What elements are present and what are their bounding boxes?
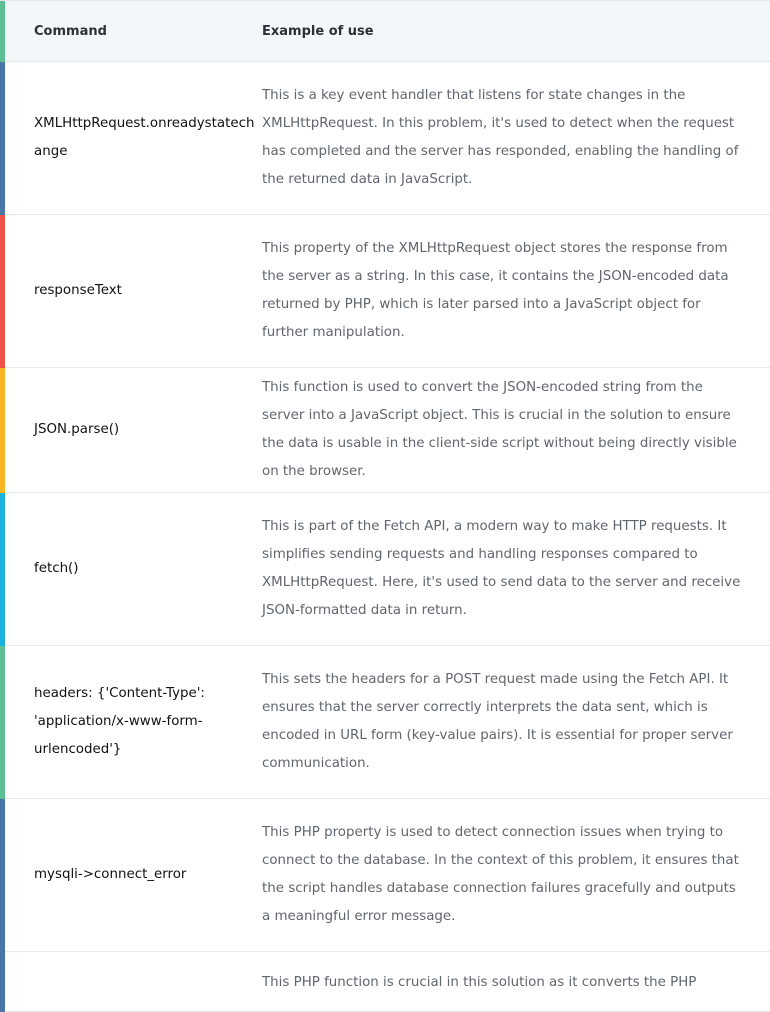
- row-accent-bar: [0, 215, 5, 368]
- example-description: This PHP function is crucial in this solution as it converts the PHP: [262, 975, 697, 990]
- example-description: This PHP property is used to detect connection issues when trying to connect to the database. In the context of this problem, it ensures that the script handles database connection failures gracefully and outputs a meaningful error message.: [262, 825, 739, 924]
- example-cell: [262, 368, 770, 492]
- example-cell: [262, 799, 770, 951]
- example-description: This is a key event handler that listens for state changes in the XMLHttpRequest. In this problem, it's used to detect when the request has completed and the server has responded, enabling the handling of the returned data in JavaScript.: [262, 88, 739, 187]
- table-row: [0, 368, 770, 493]
- command-name: fetch(): [34, 561, 79, 576]
- example-cell: [262, 952, 770, 997]
- command-cell: [0, 646, 262, 798]
- header-accent-bar: [0, 1, 5, 62]
- command-name: JSON.parse(): [34, 422, 120, 437]
- table-row: [0, 215, 770, 368]
- table-header: [0, 0, 770, 62]
- command-cell: [0, 368, 262, 492]
- example-description: This function is used to convert the JSON-encoded string from the server into a JavaScript object. This is crucial in the solution to ensure the data is usable in the client-side script without being directly visible on the browser.: [262, 380, 737, 479]
- table-row: [0, 799, 770, 952]
- row-accent-bar: [0, 799, 5, 952]
- command-cell: [0, 62, 262, 214]
- table-row: [0, 62, 770, 215]
- example-cell: [262, 215, 770, 367]
- command-cell: [0, 493, 262, 645]
- command-name: mysqli->connect_error: [34, 867, 187, 882]
- command-cell: [0, 799, 262, 951]
- column-header-command: Command: [34, 23, 107, 39]
- example-cell: [262, 646, 770, 798]
- example-description: This sets the headers for a POST request made using the Fetch API. It ensures that the server correctly interprets the data sent, which is encoded in URL form (key-value pairs). It is essential for proper server communication.: [262, 672, 733, 771]
- row-accent-bar: [0, 368, 5, 493]
- command-name: responseText: [34, 283, 122, 298]
- table-row: [0, 646, 770, 799]
- command-cell: [0, 215, 262, 367]
- command-name: headers: {'Content-Type': 'application/x-www-form-urlencoded'}: [34, 686, 205, 757]
- column-header-example: Example of use: [262, 23, 374, 39]
- example-cell: [262, 62, 770, 214]
- table-row: [0, 493, 770, 646]
- row-accent-bar: [0, 493, 5, 646]
- table-row: [0, 952, 770, 1012]
- command-name: XMLHttpRequest.onreadystatechange: [34, 116, 255, 159]
- row-accent-bar: [0, 646, 5, 799]
- example-description: This is part of the Fetch API, a modern way to make HTTP requests. It simplifies sending requests and handling responses compared to XMLHttpRequest. Here, it's used to send data to the server and receive JSON-formatted data in return.: [262, 519, 741, 618]
- example-description: This property of the XMLHttpRequest object stores the response from the server as a string. In this case, it contains the JSON-encoded data returned by PHP, which is later parsed into a JavaScript object for further manipulation.: [262, 241, 729, 340]
- row-accent-bar: [0, 952, 5, 1012]
- row-accent-bar: [0, 62, 5, 215]
- example-cell: [262, 493, 770, 645]
